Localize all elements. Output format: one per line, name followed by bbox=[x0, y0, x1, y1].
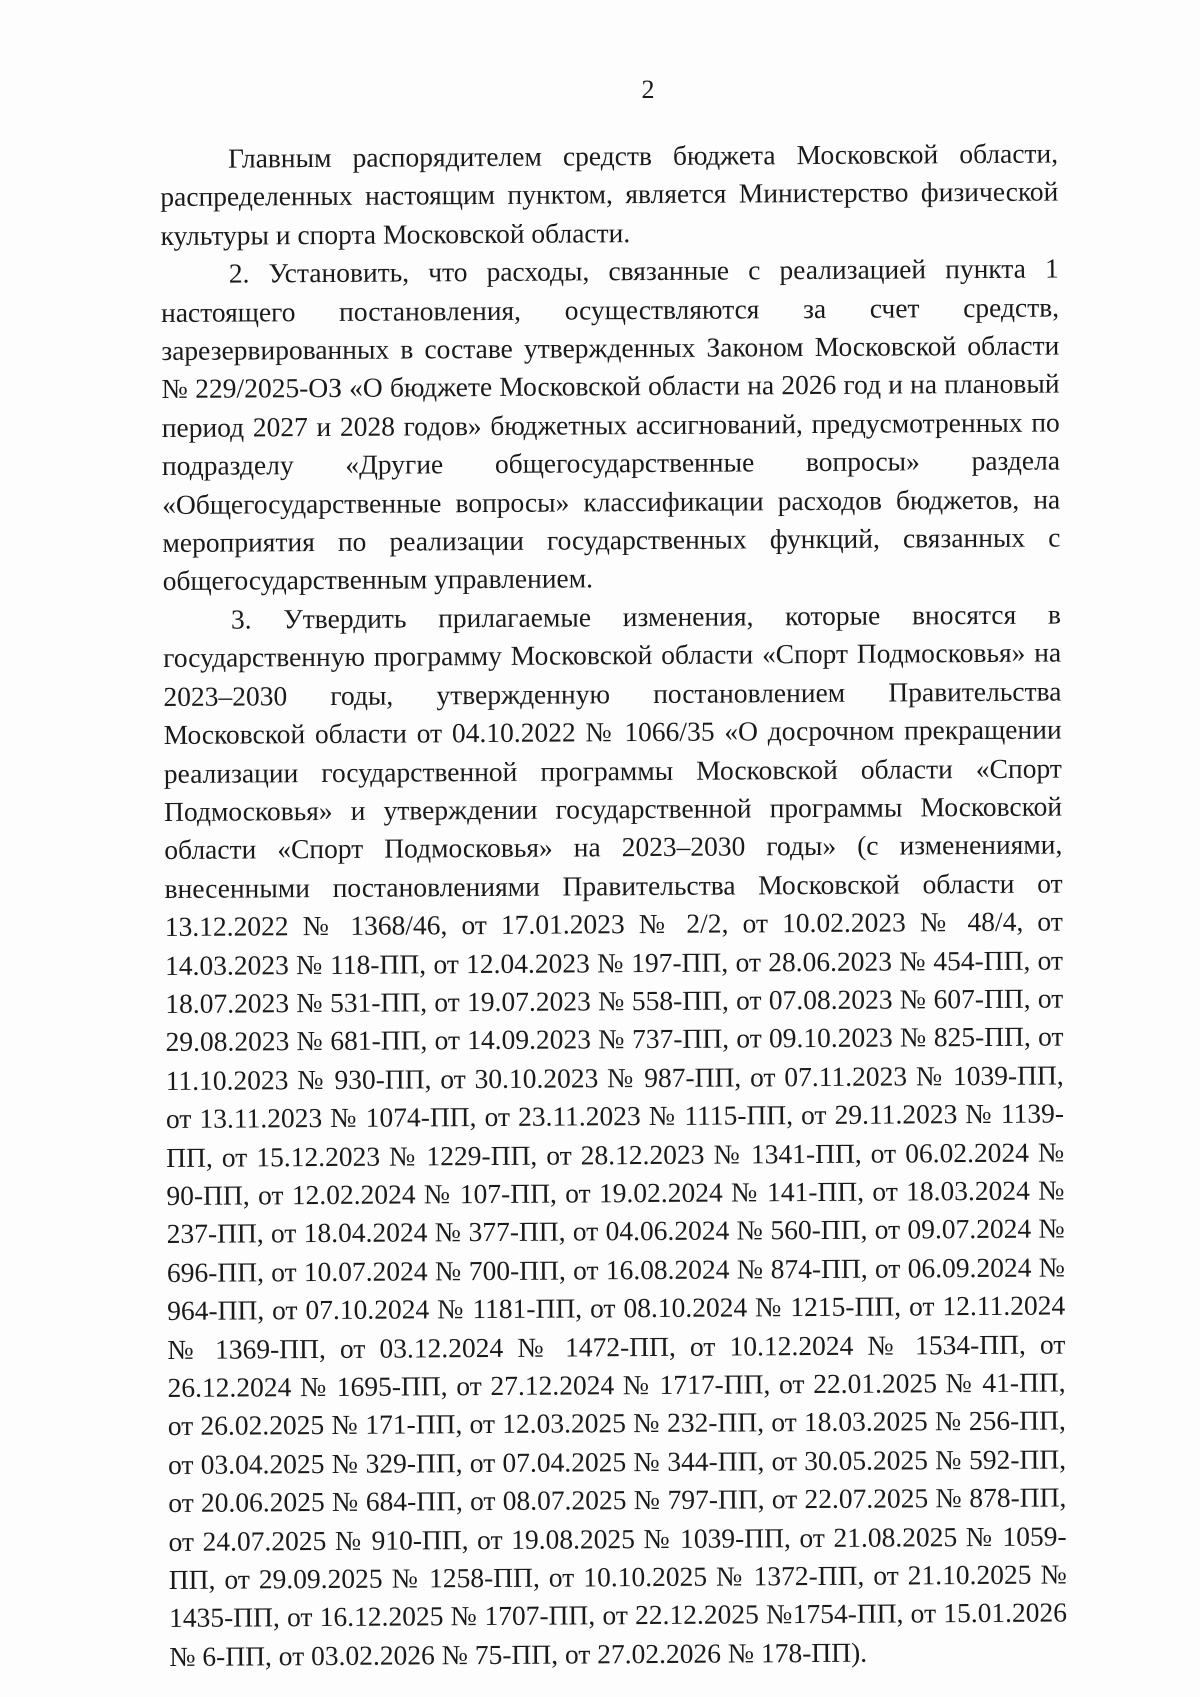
page-number: 2 bbox=[641, 75, 655, 104]
paragraph-chief-administrator: Главным распорядителем средств бюджета Московской области, распределенных настоящим пунктом, является Министерство физической культуры и спорта Московской области. bbox=[160, 137, 1059, 251]
paragraph-item-2-expenses: 2. Установить, что расходы, связанные с реализацией пункта 1 настоящего постановления, осуществляются за счет средств, зарезервированных в составе утвержденных Законом Московской области № 229/2025-ОЗ «О бюджете Московской области на 2026 год и на плановый период 2027 и 2028 годов» бюджетных ассигнований, предусмотренных по подразделу «Другие общегосударственные вопросы» раздела «Общегосударственные вопросы» классификации расходов бюджетов, на мероприятия по реализации государственных функций, связанных с общегосударственным управлением. bbox=[160, 252, 1061, 597]
paragraph-item-3-program-changes: 3. Утвердить прилагаемые изменения, которые вносятся в государственную программу Московской области «Спорт Подмосковья» на 2023–2030 годы, утвержденную постановлением Правительства Московской области от 04.10.2022 № 1066/35 «О досрочном прекращении реализации государственной программы Московской области «Спорт Подмосковья» и утверждении государственной программы Московской области «Спорт Подмосковья» на 2023–2030 годы» (с изменениями, внесенными постановлениями Правительства Московской области от 13.12.2022 № 1368/46, от 17.01.2023 № 2/2, от 10.02.2023 № 48/4, от 14.03.2023 № 118-ПП, от 12.04.2023 № 197-ПП, от 28.06.2023 № 454-ПП, от 18.07.2023 № 531-ПП, от 19.07.2023 № 558-ПП, от 07.08.2023 № 607-ПП, от 29.08.2023 № 681-ПП, от 14.09.2023 № 737-ПП, от 09.10.2023 № 825-ПП, от 11.10.2023 № 930-ПП, от 30.10.2023 № 987-ПП, от 07.11.2023 № 1039-ПП, от 13.11.2023 № 1074-ПП, от 23.11.2023 № 1115-ПП, от 29.11.2023 № 1139-ПП, от 15.12.2023 № 1229-ПП, от 28.12.2023 № 1341-ПП, от 06.02.2024 № 90-ПП, от 12.02.2024 № 107-ПП, от 19.02.2024 № 141-ПП, от 18.03.2024 № 237-ПП, от 18.04.2024 № 377-ПП, от 04.06.2024 № 560-ПП, от 09.07.2024 № 696-ПП, от 10.07.2024 № 700-ПП, от 16.08.2024 № 874-ПП, от 06.09.2024 № 964-ПП, от 07.10.2024 № 1181-ПП, от 08.10.2024 № 1215-ПП, от 12.11.2024 № 1369-ПП, от 03.12.2024 № 1472-ПП, от 10.12.2024 № 1534-ПП, от 26.12.2024 № 1695-ПП, от 27.12.2024 № 1717-ПП, от 22.01.2025 № 41-ПП, от 26.02.2025 № 171-ПП, от 12.03.2025 № 232-ПП, от 18.03.2025 № 256-ПП, от 03.04.2025 № 329-ПП, от 07.04.2025 № 344-ПП, от 30.05.2025 № 592-ПП, от 20.06.2025 № 684-ПП, от 08.07.2025 № 797-ПП, от 22.07.2025 № 878-ПП, от 24.07.2025 № 910-ПП, от 19.08.2025 № 1039-ПП, от 21.08.2025 № 1059-ПП, от 29.09.2025 № 1258-ПП, от 10.10.2025 № 1372-ПП, от 21.10.2025 № 1435-ПП, от 16.12.2025 № 1707-ПП, от 22.12.2025 №1754-ПП, от 15.01.2026 № 6-ПП, от 03.02.2026 № 75-ПП, от 27.02.2026 № 178-ПП). bbox=[163, 598, 1068, 1672]
document-body bbox=[160, 135, 1067, 1677]
